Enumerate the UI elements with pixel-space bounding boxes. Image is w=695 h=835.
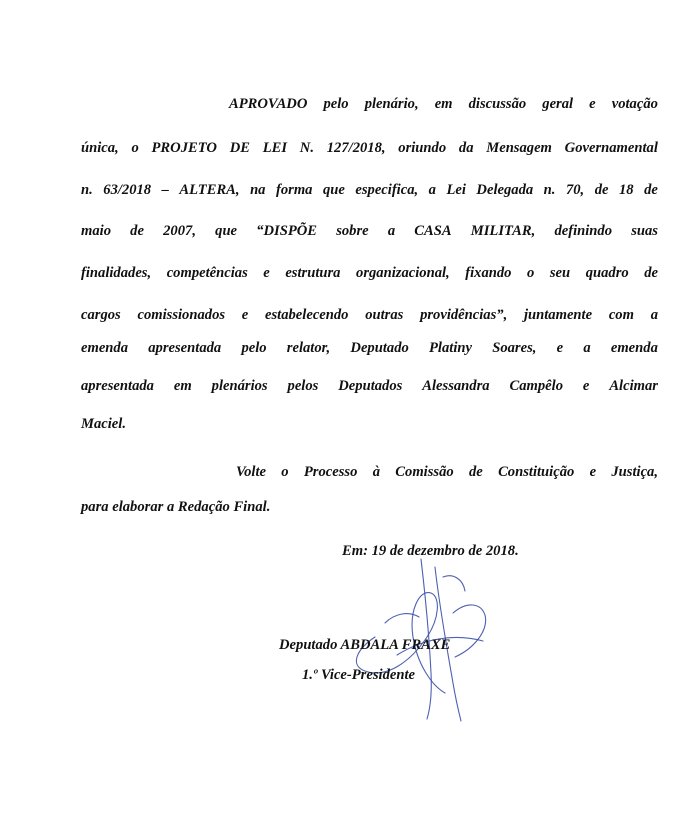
word: APROVADO xyxy=(229,96,308,112)
word: Deputados xyxy=(338,378,403,394)
word: n. xyxy=(81,182,93,198)
word: e xyxy=(582,378,590,394)
word: Maciel. xyxy=(81,416,126,432)
word: – xyxy=(161,182,169,198)
word: única, xyxy=(81,140,119,156)
word: LEI xyxy=(262,140,288,156)
word: Comissão xyxy=(395,464,454,480)
word: organizacional, xyxy=(356,265,450,281)
word: plenários xyxy=(211,378,268,394)
word: emenda xyxy=(610,340,658,356)
word: apresentada xyxy=(81,378,154,394)
word: Alessandra xyxy=(422,378,490,394)
word: providências”, xyxy=(420,307,508,323)
word: Campêlo xyxy=(509,378,563,394)
word: Justiça, xyxy=(611,464,658,480)
paragraph-line xyxy=(81,305,658,325)
word: a xyxy=(583,340,591,356)
signatory-name: Deputado ABDALA FRAXE xyxy=(279,637,451,653)
word: oriundo xyxy=(398,140,447,156)
word: 127/2018, xyxy=(326,140,386,156)
word: Lei xyxy=(446,182,466,198)
word: 63/2018 xyxy=(103,182,152,198)
word: cargos xyxy=(81,307,121,323)
word: na xyxy=(250,182,266,198)
word: estrutura xyxy=(285,265,341,281)
word: emenda xyxy=(81,340,129,356)
word: o xyxy=(281,464,289,480)
paragraph-line xyxy=(81,414,658,434)
word: e xyxy=(263,265,270,281)
word: n. xyxy=(543,182,556,198)
word: para xyxy=(81,499,113,515)
word: sobre xyxy=(336,223,369,239)
word: a xyxy=(428,182,436,198)
word: definindo xyxy=(554,223,613,239)
word: que xyxy=(215,223,238,239)
word: de xyxy=(644,265,658,281)
paragraph-line xyxy=(81,138,658,158)
word: a xyxy=(650,307,658,323)
word: e xyxy=(241,307,249,323)
word: forma xyxy=(275,182,313,198)
word: a xyxy=(387,223,396,239)
word: 2007, xyxy=(163,223,196,239)
word: plenário, xyxy=(364,96,419,112)
word: N. xyxy=(299,140,314,156)
signatory-title: 1.º Vice-Presidente xyxy=(302,667,415,683)
paragraph-line xyxy=(81,221,658,241)
word: à xyxy=(372,464,380,480)
word: PROJETO xyxy=(151,140,217,156)
word: DE xyxy=(229,140,250,156)
word: Alcimar xyxy=(609,378,658,394)
word: suas xyxy=(631,223,658,239)
word: comissionados xyxy=(137,307,226,323)
word: seu xyxy=(549,265,571,281)
word: relator, xyxy=(286,340,331,356)
word: geral xyxy=(542,96,574,112)
paragraph-line xyxy=(81,376,658,396)
word: MILITAR, xyxy=(470,223,536,239)
word: de xyxy=(468,464,483,480)
date-line: Em: 19 de dezembro de 2018. xyxy=(342,543,519,559)
word: e xyxy=(556,340,564,356)
word: Final. xyxy=(233,499,271,515)
word: maio xyxy=(81,223,111,239)
word: Platiny xyxy=(429,340,472,356)
word: Governamental xyxy=(564,140,658,156)
word: “DISPÕE xyxy=(256,223,318,239)
paragraph-line xyxy=(81,263,658,283)
word: discussão xyxy=(468,96,527,112)
word: a xyxy=(166,499,178,515)
word: pelos xyxy=(287,378,319,394)
word: de xyxy=(594,182,609,198)
word: CASA xyxy=(414,223,452,239)
paragraph-line xyxy=(229,94,658,114)
paragraph-line xyxy=(236,462,658,482)
word: Deputado xyxy=(350,340,409,356)
word: estabelecendo xyxy=(265,307,349,323)
word: fixando xyxy=(465,265,512,281)
word: votação xyxy=(611,96,658,112)
word: o xyxy=(131,140,139,156)
word: que xyxy=(322,182,345,198)
word: competências xyxy=(166,265,248,281)
word: especifica, xyxy=(355,182,419,198)
word: Mensagem xyxy=(486,140,552,156)
word: elaborar xyxy=(112,499,167,515)
word: pelo xyxy=(323,96,349,112)
word: Processo xyxy=(303,464,358,480)
word: Constituição xyxy=(498,464,575,480)
word: juntamente xyxy=(523,307,593,323)
word: e xyxy=(589,464,597,480)
paragraph-line xyxy=(81,497,658,517)
word: de xyxy=(644,182,658,198)
word: 70, xyxy=(565,182,585,198)
word: outras xyxy=(365,307,404,323)
word: Soares, xyxy=(492,340,537,356)
word: quadro xyxy=(585,265,629,281)
word: com xyxy=(608,307,634,323)
paragraph-line xyxy=(81,338,658,358)
word: apresentada xyxy=(148,340,222,356)
word: e xyxy=(589,96,596,112)
word: o xyxy=(527,265,535,281)
word: finalidades, xyxy=(81,265,152,281)
word: da xyxy=(458,140,474,156)
word: em xyxy=(173,378,192,394)
word: ALTERA, xyxy=(179,182,240,198)
word: 18 xyxy=(618,182,634,198)
word: em xyxy=(434,96,453,112)
word: Volte xyxy=(236,464,266,480)
word: pelo xyxy=(241,340,267,356)
paragraph-line xyxy=(81,180,658,200)
word: Redação xyxy=(177,499,234,515)
word: de xyxy=(130,223,144,239)
word: Delegada xyxy=(476,182,534,198)
